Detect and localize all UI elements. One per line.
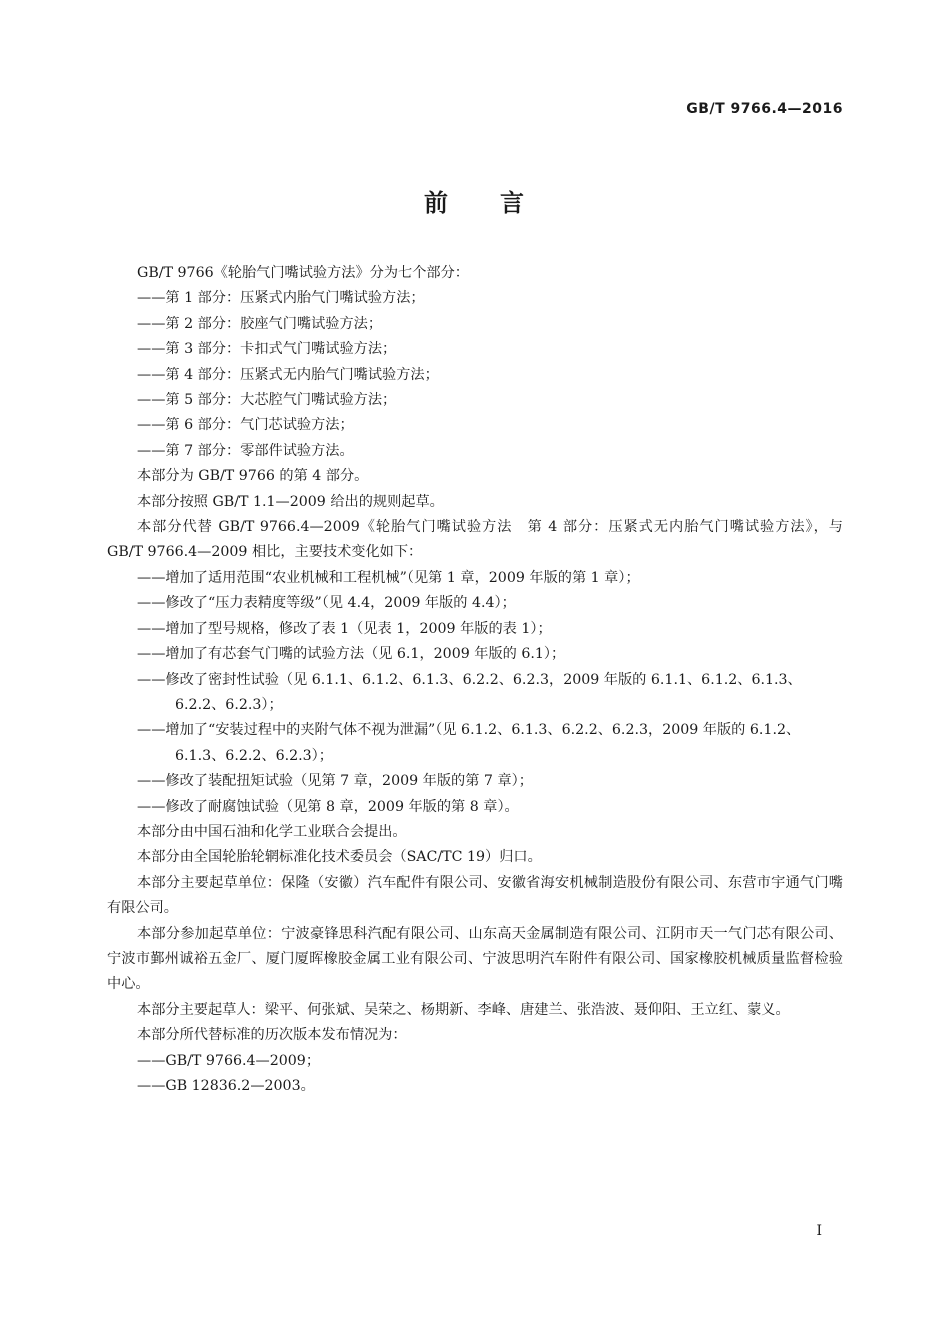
- list-item: ——增加了适用范围“农业机械和工程机械”（见第 1 章，2009 年版的第 1 章）；: [137, 569, 640, 586]
- list-item: ——修改了耐腐蚀试验（见第 8 章，2009 年版的第 8 章）。: [137, 798, 519, 815]
- list-item: ——第 4 部分：压紧式无内胎气门嘴试验方法；: [137, 366, 439, 383]
- title-char-1: 前: [424, 189, 450, 217]
- page-title: [0, 183, 950, 218]
- list-item: ——第 5 部分：大芯腔气门嘴试验方法；: [137, 392, 397, 409]
- list-item: ——第 3 部分：卡扣式气门嘴试验方法；: [137, 341, 397, 358]
- list-item: ——第 2 部分：胶座气门嘴试验方法；: [137, 315, 383, 332]
- paragraph: 本部分代替 GB/T 9766.4—2009《轮胎气门嘴试验方法 第 4 部分：压紧式无内胎气门嘴试验方法》，与 GB/T 9766.4—2009 相比，主要技术变化如下：: [107, 519, 843, 561]
- paragraph: 本部分按照 GB/T 1.1—2009 给出的规则起草。: [137, 493, 444, 510]
- list-item: ——修改了“压力表精度等级”（见 4.4，2009 年版的 4.4）；: [137, 595, 516, 612]
- list-item: ——增加了“安装过程中的夹附气体不视为泄漏”（见 6.1.2、6.1.3、6.2.2、6.2.3，2009 年版的 6.1.2、6.1.3、6.2.2、6.2.3）；: [137, 722, 801, 764]
- paragraph: 本部分为 GB/T 9766 的第 4 部分。: [137, 468, 369, 485]
- paragraph: 本部分主要起草人：梁平、何张斌、吴荣之、杨期新、李峰、唐建兰、张浩波、聂仰阳、王立红、蒙义。: [137, 1001, 790, 1018]
- list-item: ——增加了有芯套气门嘴的试验方法（见 6.1，2009 年版的 6.1）；: [137, 646, 566, 663]
- list-item: ——GB 12836.2—2003。: [137, 1078, 315, 1094]
- list-item: ——修改了密封性试验（见 6.1.1、6.1.2、6.1.3、6.2.2、6.2.3，2009 年版的 6.1.1、6.1.2、6.1.3、6.2.2、6.2.3）；: [137, 671, 802, 713]
- paragraph: 本部分主要起草单位：保隆（安徽）汽车配件有限公司、安徽省海安机械制造股份有限公司、东营市宇通气门嘴有限公司。: [107, 874, 843, 917]
- list-item: ——第 6 部分：气门芯试验方法；: [137, 417, 354, 434]
- paragraph: 本部分由中国石油和化学工业联合会提出。: [137, 823, 407, 840]
- list-item: ——第 7 部分：零部件试验方法。: [137, 442, 354, 459]
- list-item: ——第 1 部分：压紧式内胎气门嘴试验方法；: [137, 290, 425, 307]
- paragraph: 本部分所代替标准的历次版本发布情况为：: [137, 1027, 407, 1044]
- list-item: ——增加了型号规格，修改了表 1（见表 1，2009 年版的表 1）；: [137, 620, 552, 637]
- standard-code: GB/T 9766.4—2016: [686, 101, 843, 117]
- paragraph: GB/T 9766《轮胎气门嘴试验方法》分为七个部分：: [137, 265, 469, 281]
- paragraph: 本部分由全国轮胎轮辋标准化技术委员会（SAC/TC 19）归口。: [137, 849, 542, 866]
- foreword-body: [107, 261, 843, 1099]
- title-char-2: 言: [500, 189, 526, 217]
- list-item: ——修改了装配扭矩试验（见第 7 章，2009 年版的第 7 章）；: [137, 773, 533, 790]
- paragraph: 本部分参加起草单位：宁波豪锋思科汽配有限公司、山东高天金属制造有限公司、江阴市天一气门芯有限公司、宁波市鄞州诚裕五金厂、厦门厦晖橡胶金属工业有限公司、宁波思明汽车附件有限公司、国家橡胶机械质量监督检验中心。: [107, 925, 843, 993]
- page-number: I: [816, 1223, 822, 1239]
- list-item: ——GB/T 9766.4—2009；: [137, 1052, 321, 1069]
